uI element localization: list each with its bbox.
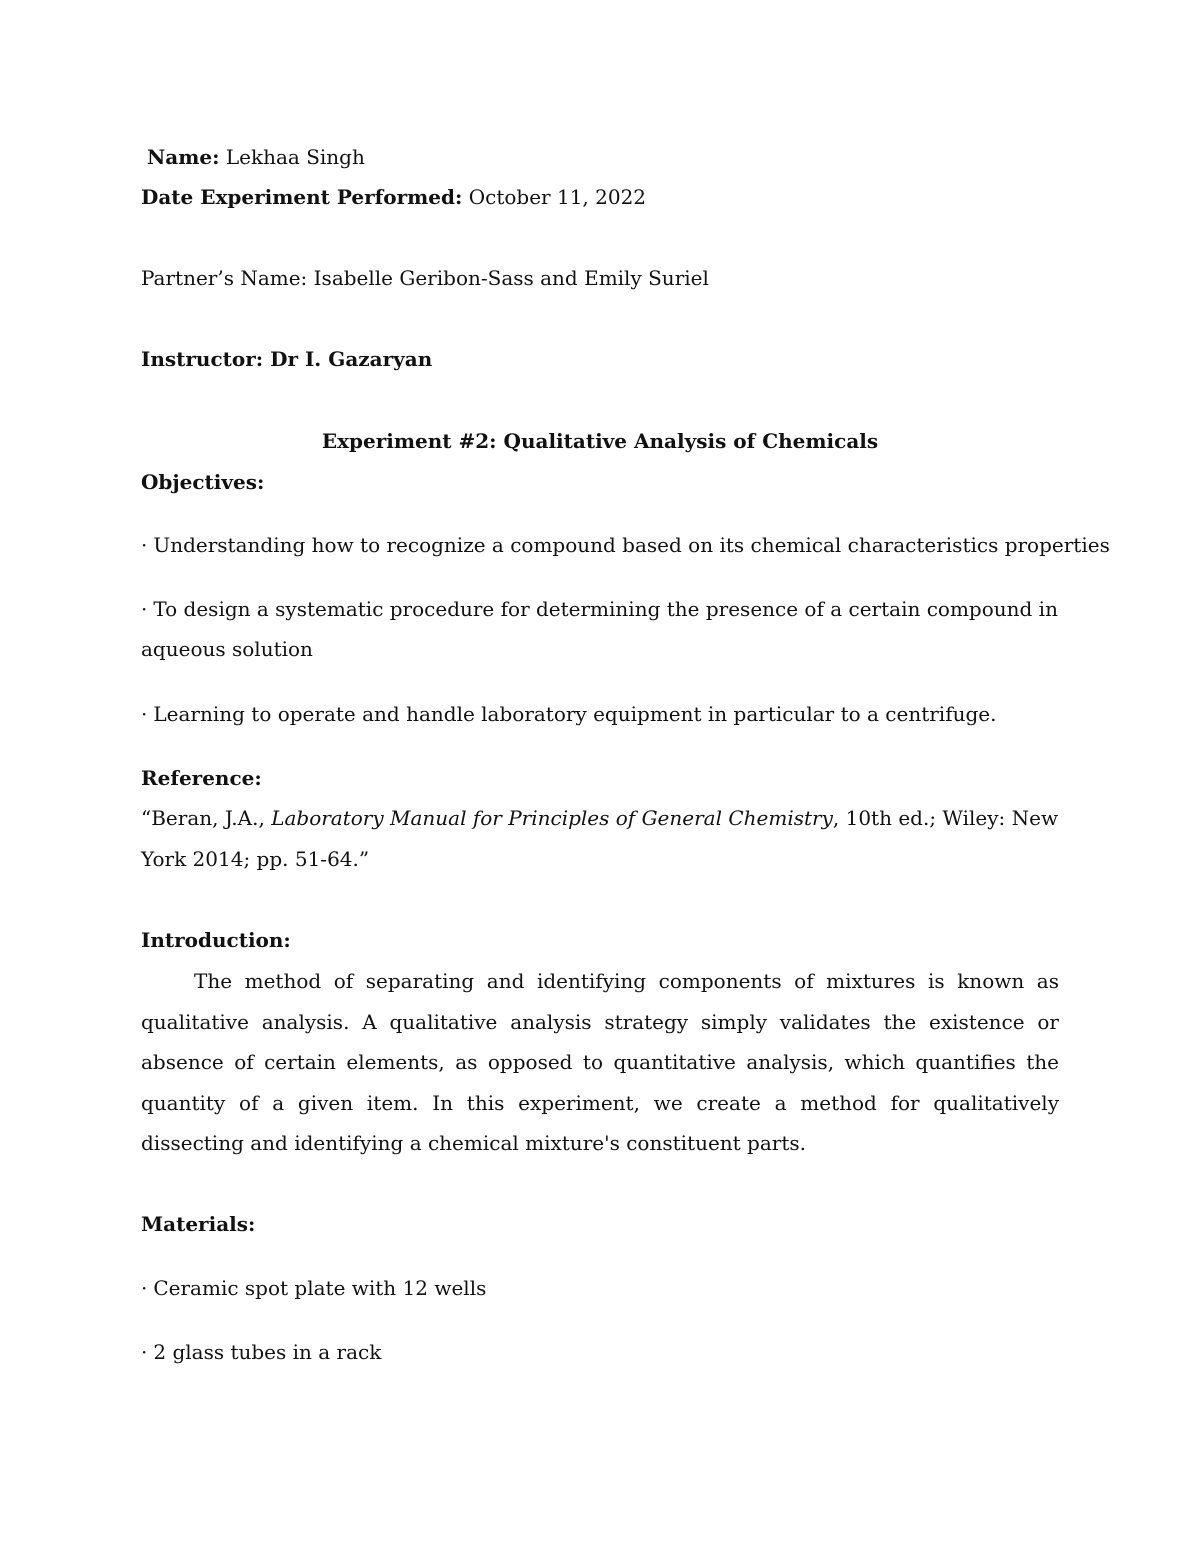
introduction-paragraph: The method of separating and identifying components of mixtures is known as qualitative analysis. A qualitative analysis strategy simply validates the existence or absence of certain elements, as opposed to quantitative analysis, which quantifies the quantity of a given item. In this experiment, we create a method for qualitatively dissecting and identifying a chemical mixture's constituent parts.	[141, 969, 1059, 1156]
introduction-heading: Introduction:	[141, 928, 291, 952]
bullet-mark: ·	[141, 702, 148, 726]
objective-item: · Understanding how to recognize a compound based on its chemical characteristics properties	[141, 533, 1110, 557]
objective-item: · To design a systematic procedure for determining the presence of a certain compound in	[141, 597, 1058, 621]
bullet-mark: ·	[141, 1276, 148, 1300]
bullet-mark: ·	[141, 1340, 148, 1364]
date-value: October 11, 2022	[462, 185, 647, 209]
material-item: · 2 glass tubes in a rack	[141, 1340, 382, 1364]
material-item: · Ceramic spot plate with 12 wells	[141, 1276, 487, 1300]
reference-heading: Reference:	[141, 766, 262, 790]
materials-heading: Materials:	[141, 1212, 256, 1236]
bullet-mark: ·	[141, 597, 148, 621]
name-label: Name:	[147, 145, 220, 169]
partner-line: Partner’s Name: Isabelle Geribon-Sass and Emily Suriel	[141, 266, 709, 290]
objectives-heading: Objectives:	[141, 470, 265, 494]
name-value: Lekhaa Singh	[219, 145, 365, 169]
objective-item: · Learning to operate and handle laboratory equipment in particular to a centrifuge.	[141, 702, 997, 726]
date-label: Date Experiment Performed:	[141, 185, 463, 209]
date-line	[141, 183, 646, 211]
instructor-line: Instructor: Dr I. Gazaryan	[141, 347, 433, 371]
objective-item-continuation: aqueous solution	[141, 637, 313, 661]
reference-line-2: York 2014; pp. 51-64.”	[141, 847, 370, 871]
document-title: Experiment #2: Qualitative Analysis of Chemicals	[321, 429, 879, 453]
name-line	[147, 143, 365, 171]
bullet-mark: ·	[141, 533, 148, 557]
reference-line: “Beran, J.A., Laboratory Manual for Principles of General Chemistry, 10th ed.; Wiley: New	[141, 806, 1059, 830]
reference-book-title: Laboratory Manual for Principles of General Chemistry	[271, 806, 833, 830]
